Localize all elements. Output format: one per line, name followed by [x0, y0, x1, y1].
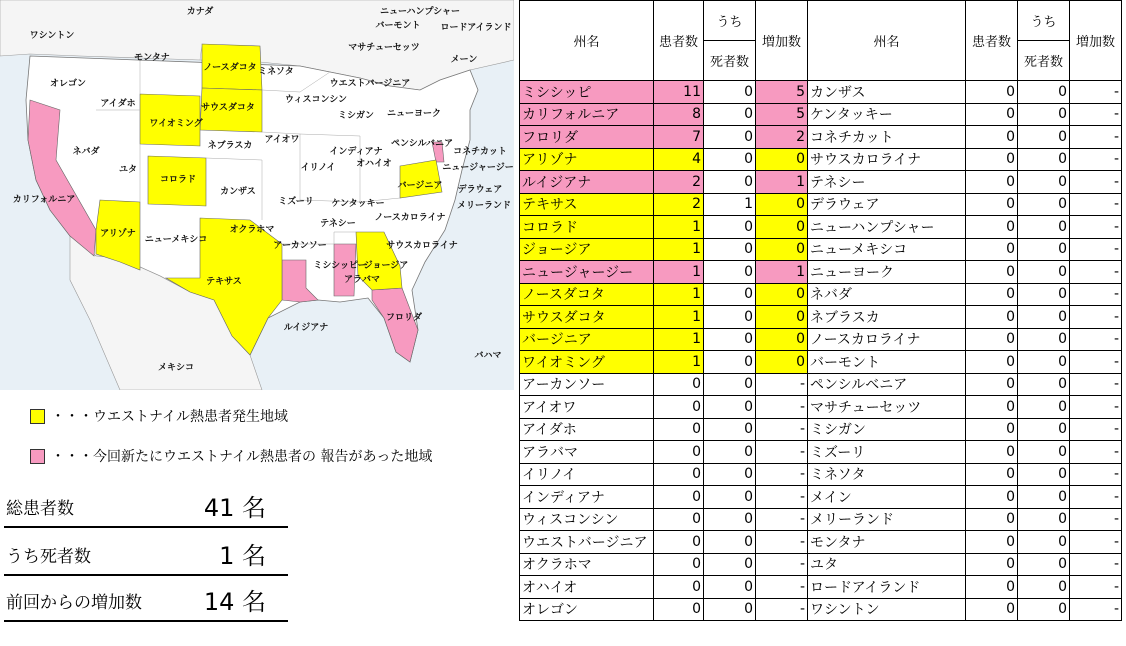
cell-left-name: アイオワ: [520, 396, 654, 419]
cell-right-i: -: [1070, 306, 1122, 329]
map-label: ロードアイランド: [440, 23, 512, 33]
cell-right-name: バーモント: [808, 351, 966, 374]
header-increase-right: 増加数: [1070, 1, 1122, 81]
cell-right-i: -: [1070, 103, 1122, 126]
map-label: インディアナ: [329, 147, 383, 157]
cell-left-i: -: [756, 508, 808, 531]
cell-left-d: 0: [704, 216, 756, 239]
cell-right-d: 0: [1018, 531, 1070, 554]
cell-left-name: フロリダ: [520, 126, 654, 149]
state-virginia: [397, 160, 443, 198]
cell-right-d: 0: [1018, 576, 1070, 599]
cell-left-i: -: [756, 373, 808, 396]
cell-right-name: ネブラスカ: [808, 306, 966, 329]
cell-left-i: -: [756, 441, 808, 464]
cell-left-p: 2: [654, 193, 704, 216]
cell-left-name: ノースダコタ: [520, 283, 654, 306]
cell-right-d: 0: [1018, 441, 1070, 464]
cell-left-d: 0: [704, 306, 756, 329]
cell-left-i: 2: [756, 126, 808, 149]
cell-left-p: 2: [654, 171, 704, 194]
cell-right-p: 0: [966, 396, 1018, 419]
cell-right-p: 0: [966, 238, 1018, 261]
header-of-which-right: うち: [1018, 1, 1070, 41]
cell-right-name: メイン: [808, 486, 966, 509]
cell-right-i: -: [1070, 396, 1122, 419]
table-row: [520, 463, 1122, 486]
map-label: ニューメキシコ: [144, 235, 208, 245]
cell-left-p: 1: [654, 328, 704, 351]
cell-left-i: 0: [756, 328, 808, 351]
cell-left-i: 0: [756, 351, 808, 374]
map-label: イリノイ: [300, 163, 336, 173]
cell-right-d: 0: [1018, 193, 1070, 216]
cell-right-d: 0: [1018, 81, 1070, 104]
cell-left-name: サウスダコタ: [520, 306, 654, 329]
table-row: [520, 283, 1122, 306]
cell-left-name: バージニア: [520, 328, 654, 351]
cell-right-i: -: [1070, 553, 1122, 576]
summary-increase-label: 前回からの増加数: [6, 593, 142, 613]
cell-right-d: 0: [1018, 396, 1070, 419]
cell-right-p: 0: [966, 531, 1018, 554]
legend-yellow-text: ・・・ウエストナイル熱患者発生地域: [51, 409, 289, 425]
table-row: [520, 81, 1122, 104]
cell-right-p: 0: [966, 81, 1018, 104]
cell-right-i: -: [1070, 576, 1122, 599]
cell-left-p: 11: [654, 81, 704, 104]
cell-right-i: -: [1070, 81, 1122, 104]
cell-right-p: 0: [966, 553, 1018, 576]
legend-pink: [30, 446, 432, 466]
map-label: コネチカット: [453, 147, 507, 157]
cell-left-name: アラバマ: [520, 441, 654, 464]
cell-right-d: 0: [1018, 103, 1070, 126]
cell-left-i: -: [756, 531, 808, 554]
map-label: ネブラスカ: [207, 141, 253, 151]
cell-left-d: 0: [704, 351, 756, 374]
cell-right-i: -: [1070, 486, 1122, 509]
us-map: [0, 0, 514, 390]
cell-left-i: 0: [756, 148, 808, 171]
cell-right-d: 0: [1018, 351, 1070, 374]
cell-right-i: -: [1070, 508, 1122, 531]
cell-right-p: 0: [966, 306, 1018, 329]
cell-left-d: 0: [704, 126, 756, 149]
cell-right-p: 0: [966, 486, 1018, 509]
cell-left-p: 0: [654, 441, 704, 464]
cell-left-p: 0: [654, 463, 704, 486]
map-label: メリーランド: [456, 201, 512, 211]
cell-left-d: 0: [704, 508, 756, 531]
cell-right-p: 0: [966, 261, 1018, 284]
table-row: [520, 126, 1122, 149]
summary-increase-value: 14 名: [203, 588, 266, 616]
legend-yellow: [30, 406, 288, 426]
table-row: [520, 261, 1122, 284]
cell-left-d: 0: [704, 553, 756, 576]
cell-right-d: 0: [1018, 463, 1070, 486]
cell-left-name: ウエストバージニア: [520, 531, 654, 554]
table-row: [520, 531, 1122, 554]
cell-right-i: -: [1070, 238, 1122, 261]
cell-left-p: 1: [654, 306, 704, 329]
cell-left-p: 1: [654, 216, 704, 239]
cell-right-p: 0: [966, 328, 1018, 351]
cell-left-i: -: [756, 598, 808, 621]
cell-right-p: 0: [966, 373, 1018, 396]
cell-right-d: 0: [1018, 306, 1070, 329]
cell-left-p: 1: [654, 351, 704, 374]
cell-left-name: ワイオミング: [520, 351, 654, 374]
map-label: アラバマ: [343, 275, 381, 285]
cell-left-p: 0: [654, 508, 704, 531]
map-label: バーモント: [375, 21, 421, 31]
map-label: アーカンソー: [273, 241, 327, 251]
map-label: ノースダコタ: [203, 63, 257, 73]
cell-left-i: -: [756, 463, 808, 486]
cell-left-name: オハイオ: [520, 576, 654, 599]
header-state-left: 州名: [520, 1, 654, 81]
cell-right-d: 0: [1018, 171, 1070, 194]
cell-left-i: 1: [756, 171, 808, 194]
table-row: [520, 373, 1122, 396]
cell-left-p: 0: [654, 553, 704, 576]
cell-right-p: 0: [966, 418, 1018, 441]
cell-right-p: 0: [966, 171, 1018, 194]
table-row: [520, 486, 1122, 509]
cell-left-name: インディアナ: [520, 486, 654, 509]
map-label: フロリダ: [385, 313, 423, 323]
cell-right-i: -: [1070, 373, 1122, 396]
cell-right-i: -: [1070, 126, 1122, 149]
map-label: テネシー: [320, 219, 356, 229]
header-of-which-left: うち: [704, 1, 756, 41]
map-label: ユタ: [118, 165, 138, 175]
cell-left-name: カリフォルニア: [520, 103, 654, 126]
table-row: [520, 238, 1122, 261]
cell-right-d: 0: [1018, 553, 1070, 576]
cell-right-name: コネチカット: [808, 126, 966, 149]
map-label: ノースカロライナ: [374, 213, 446, 223]
table-row: [520, 598, 1122, 621]
map-label: アリゾナ: [100, 229, 136, 239]
summary-total-value: 41 名: [203, 494, 266, 522]
cell-left-i: 0: [756, 283, 808, 306]
cell-right-p: 0: [966, 103, 1018, 126]
cell-right-name: テネシー: [808, 171, 966, 194]
cell-right-i: -: [1070, 328, 1122, 351]
cell-right-name: マサチューセッツ: [808, 396, 966, 419]
map-label: ワイオミング: [149, 119, 203, 129]
table-row: [520, 103, 1122, 126]
cell-right-name: サウスカロライナ: [808, 148, 966, 171]
cell-right-i: -: [1070, 283, 1122, 306]
map-label: ケンタッキー: [331, 199, 385, 209]
cell-left-d: 0: [704, 103, 756, 126]
cell-right-name: ペンシルベニア: [808, 373, 966, 396]
table-row: [520, 553, 1122, 576]
cell-right-d: 0: [1018, 238, 1070, 261]
map-label: ルイジアナ: [283, 323, 329, 333]
header-state-right: 州名: [808, 1, 966, 81]
cell-right-i: -: [1070, 418, 1122, 441]
cell-right-i: -: [1070, 351, 1122, 374]
summary-deaths-value: 1 名: [219, 542, 266, 570]
cell-left-d: 0: [704, 531, 756, 554]
cell-right-d: 0: [1018, 373, 1070, 396]
map-label: カナダ: [186, 7, 214, 17]
cell-right-name: ロードアイランド: [808, 576, 966, 599]
cell-right-p: 0: [966, 216, 1018, 239]
cell-right-i: -: [1070, 148, 1122, 171]
table-row: [520, 306, 1122, 329]
cell-left-p: 0: [654, 486, 704, 509]
cell-left-p: 4: [654, 148, 704, 171]
cell-right-name: モンタナ: [808, 531, 966, 554]
map-label: ネバダ: [72, 147, 100, 157]
cell-right-name: ワシントン: [808, 598, 966, 621]
map-label: ジョージア: [363, 261, 409, 271]
cell-left-p: 0: [654, 598, 704, 621]
cell-left-d: 0: [704, 598, 756, 621]
cell-left-p: 0: [654, 396, 704, 419]
map-label: オレゴン: [49, 79, 87, 89]
cell-left-d: 0: [704, 418, 756, 441]
cell-right-name: デラウェア: [808, 193, 966, 216]
cell-right-i: -: [1070, 216, 1122, 239]
cell-right-p: 0: [966, 441, 1018, 464]
table-row: [520, 351, 1122, 374]
cell-right-name: カンザス: [808, 81, 966, 104]
cell-left-p: 0: [654, 418, 704, 441]
cell-left-d: 0: [704, 396, 756, 419]
cell-right-d: 0: [1018, 216, 1070, 239]
map-label: デラウェア: [457, 185, 503, 195]
map-label: ニューハンプシャー: [379, 7, 461, 17]
header-deaths-left: 死者数: [704, 41, 756, 81]
cell-right-p: 0: [966, 351, 1018, 374]
table-row: [520, 418, 1122, 441]
table-row: [520, 441, 1122, 464]
cell-right-p: 0: [966, 463, 1018, 486]
cell-right-name: ノースカロライナ: [808, 328, 966, 351]
map-label: ミズーリ: [278, 197, 314, 207]
cell-left-i: 0: [756, 193, 808, 216]
cell-left-p: 1: [654, 238, 704, 261]
table-row: [520, 576, 1122, 599]
cell-left-name: オクラホマ: [520, 553, 654, 576]
table-row: [520, 193, 1122, 216]
cell-right-name: ニューメキシコ: [808, 238, 966, 261]
cell-left-d: 0: [704, 171, 756, 194]
cell-left-i: 0: [756, 238, 808, 261]
cell-left-p: 7: [654, 126, 704, 149]
cell-left-i: 5: [756, 103, 808, 126]
map-label: ワシントン: [29, 31, 75, 41]
cell-left-i: -: [756, 553, 808, 576]
legend-pink-text: ・・・今回新たにウエストナイル熱患者の 報告があった地域: [51, 449, 433, 465]
header-increase-left: 増加数: [756, 1, 808, 81]
map-label: カンザス: [220, 187, 256, 197]
map-label: サウスカロライナ: [386, 241, 458, 251]
table-row: [520, 148, 1122, 171]
cell-left-name: ルイジアナ: [520, 171, 654, 194]
cell-left-d: 0: [704, 373, 756, 396]
cell-left-d: 0: [704, 576, 756, 599]
cell-left-p: 0: [654, 373, 704, 396]
cell-right-p: 0: [966, 126, 1018, 149]
map-label: カリフォルニア: [12, 195, 76, 205]
cell-left-d: 0: [704, 81, 756, 104]
cell-right-name: メリーランド: [808, 508, 966, 531]
map-label: ミネソタ: [258, 67, 294, 77]
map-label: バハマ: [474, 351, 502, 361]
map-label: オハイオ: [356, 159, 392, 169]
cell-left-name: コロラド: [520, 216, 654, 239]
cell-right-name: ニューハンプシャー: [808, 216, 966, 239]
map-label: ニューヨーク: [386, 109, 442, 119]
cell-left-d: 0: [704, 148, 756, 171]
cell-right-d: 0: [1018, 598, 1070, 621]
cell-right-name: ケンタッキー: [808, 103, 966, 126]
map-label: コロラド: [159, 175, 197, 185]
summary-deaths: [4, 532, 288, 576]
table-row: [520, 508, 1122, 531]
cell-right-d: 0: [1018, 148, 1070, 171]
cell-right-p: 0: [966, 283, 1018, 306]
cell-right-i: -: [1070, 171, 1122, 194]
header-patients-left: 患者数: [654, 1, 704, 81]
summary-increase: [4, 578, 288, 622]
cell-right-p: 0: [966, 576, 1018, 599]
cell-left-name: ミシシッピ: [520, 81, 654, 104]
table-row: [520, 216, 1122, 239]
cell-left-d: 0: [704, 328, 756, 351]
map-label: ウィスコンシン: [284, 95, 348, 105]
cell-left-name: ジョージア: [520, 238, 654, 261]
cell-left-name: テキサス: [520, 193, 654, 216]
legend-pink-swatch: [30, 449, 45, 464]
cell-right-p: 0: [966, 508, 1018, 531]
cell-right-d: 0: [1018, 418, 1070, 441]
cell-right-name: ミシガン: [808, 418, 966, 441]
cell-left-p: 0: [654, 531, 704, 554]
cell-right-i: -: [1070, 463, 1122, 486]
cell-right-d: 0: [1018, 283, 1070, 306]
map-label: テキサス: [206, 277, 242, 287]
cell-left-name: アーカンソー: [520, 373, 654, 396]
map-label: モンタナ: [134, 53, 170, 63]
cell-right-i: -: [1070, 441, 1122, 464]
map-label: バージニア: [397, 181, 443, 191]
cell-left-d: 0: [704, 486, 756, 509]
cell-left-i: -: [756, 396, 808, 419]
cell-left-name: ウィスコンシン: [520, 508, 654, 531]
cell-right-name: ミズーリ: [808, 441, 966, 464]
table-row: [520, 328, 1122, 351]
map-label: ペンシルバニア: [391, 139, 453, 149]
map-label: サウスダコタ: [201, 103, 255, 113]
cell-left-name: アリゾナ: [520, 148, 654, 171]
map-label: ミシシッピー: [313, 261, 367, 271]
cell-left-i: 5: [756, 81, 808, 104]
cell-left-i: 1: [756, 261, 808, 284]
map-label: アイダホ: [100, 99, 136, 109]
cell-left-d: 0: [704, 238, 756, 261]
cell-left-d: 0: [704, 283, 756, 306]
summary-deaths-label: うち死者数: [6, 547, 91, 567]
cell-left-p: 1: [654, 261, 704, 284]
cell-left-name: イリノイ: [520, 463, 654, 486]
cell-right-d: 0: [1018, 126, 1070, 149]
cell-left-name: ニュージャージー: [520, 261, 654, 284]
cell-left-i: 0: [756, 306, 808, 329]
legend-yellow-swatch: [30, 409, 45, 424]
cell-left-p: 8: [654, 103, 704, 126]
cell-left-d: 1: [704, 193, 756, 216]
cell-right-p: 0: [966, 598, 1018, 621]
cell-right-d: 0: [1018, 261, 1070, 284]
map-label: メーン: [450, 55, 478, 65]
cell-left-i: 0: [756, 216, 808, 239]
cell-right-d: 0: [1018, 508, 1070, 531]
table-row: [520, 396, 1122, 419]
header-deaths-right: 死者数: [1018, 41, 1070, 81]
cell-left-d: 0: [704, 463, 756, 486]
cell-right-i: -: [1070, 193, 1122, 216]
state-table: [519, 0, 1122, 621]
map-label: ミシガン: [337, 111, 375, 121]
cell-right-i: -: [1070, 531, 1122, 554]
cell-left-p: 0: [654, 576, 704, 599]
table-row: [520, 171, 1122, 194]
cell-right-d: 0: [1018, 328, 1070, 351]
cell-left-i: -: [756, 418, 808, 441]
map-label: ニュージャージー: [442, 163, 514, 173]
cell-left-d: 0: [704, 441, 756, 464]
cell-right-name: ユタ: [808, 553, 966, 576]
summary-total: [4, 484, 288, 528]
cell-left-i: -: [756, 576, 808, 599]
summary-total-label: 総患者数: [6, 499, 74, 519]
cell-left-i: -: [756, 486, 808, 509]
map-label: オクラホマ: [229, 225, 275, 235]
cell-right-i: -: [1070, 261, 1122, 284]
cell-right-name: ミネソタ: [808, 463, 966, 486]
header-patients-right: 患者数: [966, 1, 1018, 81]
cell-left-p: 1: [654, 283, 704, 306]
map-label: ウエストバージニア: [329, 79, 411, 89]
cell-left-name: アイダホ: [520, 418, 654, 441]
cell-left-name: オレゴン: [520, 598, 654, 621]
cell-left-d: 0: [704, 261, 756, 284]
map-label: メキシコ: [158, 363, 194, 373]
map-label: マサチューセッツ: [348, 43, 420, 53]
cell-right-name: ネバダ: [808, 283, 966, 306]
cell-right-d: 0: [1018, 486, 1070, 509]
cell-right-p: 0: [966, 148, 1018, 171]
cell-right-name: ニューヨーク: [808, 261, 966, 284]
cell-right-i: -: [1070, 598, 1122, 621]
cell-right-p: 0: [966, 193, 1018, 216]
map-label: アイオワ: [264, 135, 300, 145]
